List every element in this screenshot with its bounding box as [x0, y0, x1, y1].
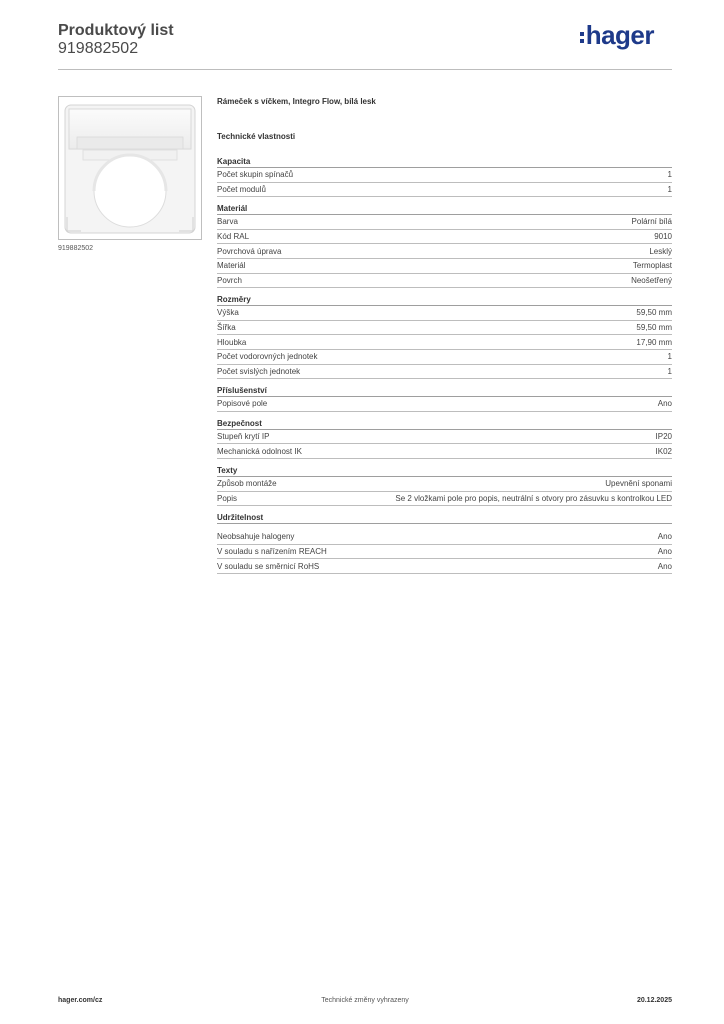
spec-row	[217, 244, 672, 259]
spec-row	[217, 321, 672, 336]
spec-row	[217, 274, 672, 289]
spec-label: Materiál	[217, 261, 246, 271]
spec-label: Výška	[217, 308, 239, 318]
footer-date: 20.12.2025	[636, 997, 672, 1004]
spec-row	[217, 168, 672, 183]
spec-row	[217, 335, 672, 350]
product-image	[58, 96, 202, 240]
spec-content	[217, 96, 672, 574]
spec-label: Počet modulů	[217, 184, 266, 194]
spec-label: Povrchová úprava	[217, 246, 282, 256]
technical-properties-heading: Technické vlastnosti	[217, 132, 296, 141]
image-caption: 919882502	[58, 245, 94, 252]
spec-label: Počet svislých jednotek	[217, 366, 301, 376]
spec-label: V souladu s nařízením REACH	[217, 546, 327, 556]
spec-value: Ano	[657, 561, 672, 571]
spec-row	[217, 306, 672, 321]
spec-row	[217, 365, 672, 380]
logo-text: hager	[585, 20, 654, 50]
spec-value: 59,50 mm	[636, 323, 672, 333]
section-title-sustainability: Udržitelnost	[217, 512, 672, 524]
spec-value: Lesklý	[649, 246, 672, 256]
spec-label: Způsob montáže	[217, 479, 277, 489]
spec-label: Barva	[217, 217, 238, 227]
spec-label: V souladu se směrnicí RoHS	[217, 561, 320, 571]
section-title-texts: Texty	[217, 465, 672, 477]
page-footer	[58, 997, 672, 1011]
spec-label: Šířka	[217, 323, 236, 333]
spec-label: Počet skupin spínačů	[217, 170, 294, 180]
spec-value: Neošetřený	[631, 275, 672, 285]
spec-value: 1	[667, 170, 672, 180]
section-title-material: Materiál	[217, 203, 672, 215]
spec-value: 1	[667, 352, 672, 362]
spec-row	[217, 477, 672, 492]
spec-label: Popis	[217, 493, 238, 503]
document-title: Produktový list	[58, 22, 174, 39]
spec-row	[217, 350, 672, 365]
spec-value: Termoplast	[632, 261, 672, 271]
spec-value: 1	[667, 366, 672, 376]
spec-label: Neobsahuje halogeny	[217, 532, 295, 542]
spec-label: Kód RAL	[217, 232, 250, 242]
logo-dots-icon	[580, 32, 584, 43]
spec-label: Počet vodorovných jednotek	[217, 352, 318, 362]
spec-value: Upevnění sponami	[605, 479, 672, 489]
spec-label: Popisové pole	[217, 399, 268, 409]
page-header	[58, 22, 672, 70]
spec-row	[217, 230, 672, 245]
spec-value: 9010	[654, 232, 672, 242]
spec-label: Povrch	[217, 275, 242, 285]
section-title-capacity: Kapacita	[217, 156, 672, 168]
spec-row	[217, 444, 672, 459]
footer-disclaimer: Technické změny vyhrazeny	[321, 997, 409, 1004]
spec-label: Mechanická odolnost IK	[217, 446, 302, 456]
section-title-accessories: Příslušenství	[217, 385, 672, 397]
document-number: 919882502	[58, 40, 139, 57]
spec-row	[217, 492, 672, 507]
spec-value: Polární bílá	[631, 217, 672, 227]
spec-row	[217, 545, 672, 560]
frame-with-lid-icon	[59, 97, 201, 239]
spec-label: Hloubka	[217, 337, 247, 347]
spec-row	[217, 430, 672, 445]
spec-value: 59,50 mm	[636, 308, 672, 318]
spec-value: Se 2 vložkami pole pro popis, neutrální s otvory pro zásuvku s kontrolkou LED	[395, 493, 672, 503]
spec-value: Ano	[657, 532, 672, 542]
hager-logo	[580, 20, 654, 50]
footer-website-link[interactable]: hager.com/cz	[58, 997, 103, 1004]
spec-row	[217, 530, 672, 545]
spec-row	[217, 559, 672, 574]
spec-row	[217, 215, 672, 230]
spec-value: IP20	[655, 432, 672, 442]
spec-label: Stupeň krytí IP	[217, 432, 270, 442]
spec-value: Ano	[657, 399, 672, 409]
spec-value: 17,90 mm	[636, 337, 672, 347]
section-title-safety: Bezpečnost	[217, 418, 672, 430]
spec-value: IK02	[655, 446, 672, 456]
spec-value: Ano	[657, 546, 672, 556]
spec-row	[217, 259, 672, 274]
product-name: Rámeček s víčkem, Integro Flow, bílá lesk	[217, 97, 376, 106]
spec-row	[217, 183, 672, 198]
section-title-dimensions: Rozměry	[217, 294, 672, 306]
spec-value: 1	[667, 184, 672, 194]
spec-row	[217, 397, 672, 412]
